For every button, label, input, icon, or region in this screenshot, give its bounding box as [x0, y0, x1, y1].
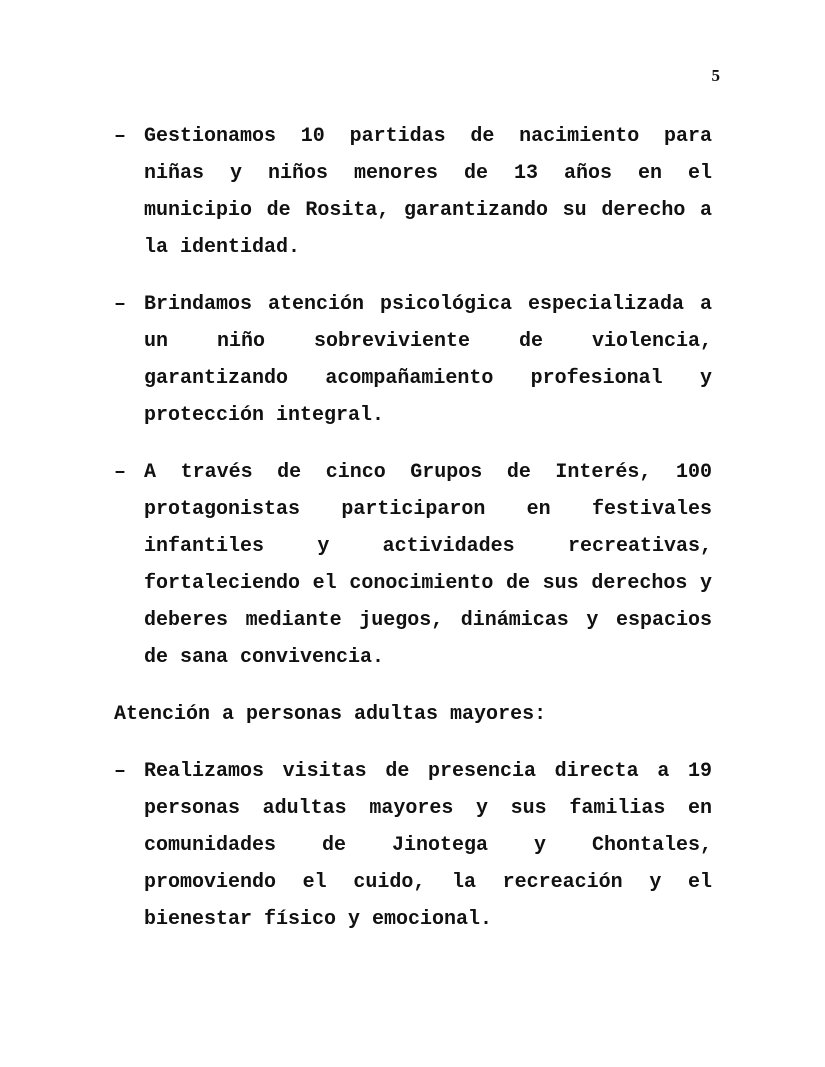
- dash-bullet: –: [114, 461, 127, 484]
- list-item-interest-groups: [114, 454, 712, 676]
- document-body: [114, 118, 712, 958]
- list-item-elderly-visits: [114, 753, 712, 938]
- list-item-birth-certificates: [114, 118, 712, 266]
- dash-bullet: –: [114, 760, 127, 783]
- list-item-text: Gestionamos 10 partidas de nacimiento para niñas y niños menores de 13 años en el municipio de Rosita, garantizando su derecho a la identidad.: [144, 125, 712, 259]
- dash-bullet: –: [114, 293, 127, 316]
- list-item-text: A través de cinco Grupos de Interés, 100 protagonistas participaron en festivales infantiles y actividades recreativas, fortaleciendo el conocimiento de sus derechos y deberes mediante juegos, dinámicas y espacios de sana convivencia.: [144, 461, 712, 669]
- page-number: 5: [711, 66, 720, 85]
- dash-bullet: –: [114, 125, 127, 148]
- list-item-psychological-care: [114, 286, 712, 434]
- list-item-text: Brindamos atención psicológica especializada a un niño sobreviviente de violencia, garantizando acompañamiento profesional y protección integral.: [144, 293, 712, 427]
- section-heading-elderly: Atención a personas adultas mayores:: [114, 703, 547, 726]
- list-item-text: Realizamos visitas de presencia directa a 19 personas adultas mayores y sus familias en comunidades de Jinotega y Chontales, promoviendo el cuido, la recreación y el bienestar físico y emocional.: [144, 760, 712, 931]
